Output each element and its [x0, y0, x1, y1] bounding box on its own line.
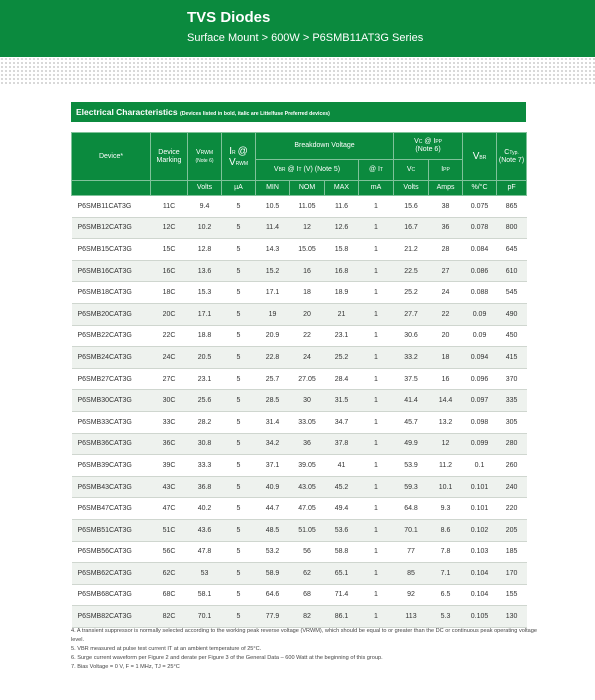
- table-row: [72, 476, 527, 498]
- table-row: [72, 606, 527, 628]
- device-cell: P6SMB15CAT3G: [72, 239, 151, 261]
- table-cell: 12.8: [188, 239, 222, 261]
- table-cell: 7.8: [429, 541, 463, 563]
- section-title-bar: [71, 102, 526, 122]
- table-cell: 0.098: [463, 411, 497, 433]
- table-cell: 47.8: [188, 541, 222, 563]
- table-cell: 15C: [151, 239, 188, 261]
- table-cell: 0.075: [463, 196, 497, 218]
- table-cell: 53.6: [325, 519, 359, 541]
- unit-cell: mA: [359, 181, 394, 196]
- table-cell: 7.1: [429, 563, 463, 585]
- table-cell: 1: [359, 411, 394, 433]
- table-cell: 82: [290, 606, 325, 628]
- table-cell: 260: [497, 455, 527, 477]
- table-row: [72, 217, 527, 239]
- table-row: [72, 498, 527, 520]
- table-row: [72, 411, 527, 433]
- table-cell: 14.4: [429, 390, 463, 412]
- table-cell: 18.9: [325, 282, 359, 304]
- table-cell: 170: [497, 563, 527, 585]
- section-subtitle: (Devices listed in bold, italic are Littelfuse Preferred devices): [179, 111, 330, 117]
- table-cell: 13.2: [429, 411, 463, 433]
- table-cell: 45.2: [325, 476, 359, 498]
- table-cell: 34.2: [256, 433, 290, 455]
- table-cell: 11.05: [290, 196, 325, 218]
- header-breakdown-voltage: Breakdown Voltage: [256, 133, 394, 160]
- table-cell: 16C: [151, 260, 188, 282]
- table-cell: 56: [290, 541, 325, 563]
- table-cell: 22: [429, 303, 463, 325]
- table-row: [72, 541, 527, 563]
- table-row: [72, 368, 527, 390]
- page-title: TVS Diodes: [187, 9, 271, 26]
- footnotes: [71, 627, 551, 672]
- table-cell: 77.9: [256, 606, 290, 628]
- device-cell: P6SMB24CAT3G: [72, 347, 151, 369]
- table-cell: 1: [359, 519, 394, 541]
- table-cell: 5: [222, 541, 256, 563]
- table-cell: 33.2: [394, 347, 429, 369]
- table-cell: 39C: [151, 455, 188, 477]
- table-cell: 25.7: [256, 368, 290, 390]
- table-cell: 1: [359, 303, 394, 325]
- table-row: [72, 239, 527, 261]
- unit-cell: MAX: [325, 181, 359, 196]
- table-cell: 36: [429, 217, 463, 239]
- table-row: [72, 390, 527, 412]
- footnote: 7. Bias Voltage = 0 V, F = 1 MHz, TJ = 25°C: [71, 663, 180, 670]
- table-cell: 21.2: [394, 239, 429, 261]
- table-cell: 43C: [151, 476, 188, 498]
- table-cell: 5: [222, 563, 256, 585]
- table-cell: 27.05: [290, 368, 325, 390]
- table-cell: 62C: [151, 563, 188, 585]
- device-cell: P6SMB16CAT3G: [72, 260, 151, 282]
- device-cell: P6SMB43CAT3G: [72, 476, 151, 498]
- table-cell: 37.5: [394, 368, 429, 390]
- device-cell: P6SMB11CAT3G: [72, 196, 151, 218]
- table-cell: 12: [429, 433, 463, 455]
- table-cell: 27: [429, 260, 463, 282]
- header-vbr-coefficient: VBR: [463, 133, 497, 181]
- table-cell: 41.4: [394, 390, 429, 412]
- table-cell: 5: [222, 196, 256, 218]
- table-cell: 12C: [151, 217, 188, 239]
- table-cell: 31.4: [256, 411, 290, 433]
- table-cell: 0.105: [463, 606, 497, 628]
- table-cell: 58.8: [325, 541, 359, 563]
- unit-cell: µA: [222, 181, 256, 196]
- section-title: Electrical Characteristics: [76, 107, 178, 117]
- table-cell: 14.3: [256, 239, 290, 261]
- table-cell: 5: [222, 217, 256, 239]
- table-row: [72, 563, 527, 585]
- device-cell: P6SMB68CAT3G: [72, 584, 151, 606]
- table-row: [72, 196, 527, 218]
- table-cell: 25.2: [394, 282, 429, 304]
- table-cell: 220: [497, 498, 527, 520]
- table-cell: 20.5: [188, 347, 222, 369]
- header-vrwm: VRWM (Note 6): [188, 133, 222, 181]
- table-cell: 0.086: [463, 260, 497, 282]
- table-cell: 36C: [151, 433, 188, 455]
- table-cell: 37.1: [256, 455, 290, 477]
- table-cell: 28.4: [325, 368, 359, 390]
- table-cell: 11C: [151, 196, 188, 218]
- table-cell: 0.088: [463, 282, 497, 304]
- device-cell: P6SMB47CAT3G: [72, 498, 151, 520]
- table-cell: 40.9: [256, 476, 290, 498]
- table-cell: 5: [222, 606, 256, 628]
- table-cell: 1: [359, 196, 394, 218]
- device-cell: P6SMB18CAT3G: [72, 282, 151, 304]
- header-banner: [0, 0, 595, 57]
- table-cell: 70.1: [188, 606, 222, 628]
- table-cell: 27C: [151, 368, 188, 390]
- table-cell: 5: [222, 325, 256, 347]
- table-cell: 22.8: [256, 347, 290, 369]
- table-cell: 45.7: [394, 411, 429, 433]
- table-cell: 1: [359, 606, 394, 628]
- table-cell: 33C: [151, 411, 188, 433]
- table-cell: 33.3: [188, 455, 222, 477]
- table-cell: 15.6: [394, 196, 429, 218]
- table-cell: 40.2: [188, 498, 222, 520]
- electrical-characteristics-panel: [71, 102, 526, 628]
- table-cell: 610: [497, 260, 527, 282]
- table-cell: 1: [359, 455, 394, 477]
- table-cell: 645: [497, 239, 527, 261]
- table-row: [72, 455, 527, 477]
- table-cell: 41: [325, 455, 359, 477]
- table-cell: 59.3: [394, 476, 429, 498]
- header-vbr-at-it: VBR @ IT (V) (Note 5): [256, 160, 359, 181]
- table-cell: 48.5: [256, 519, 290, 541]
- table-row: [72, 325, 527, 347]
- device-cell: P6SMB30CAT3G: [72, 390, 151, 412]
- table-cell: 450: [497, 325, 527, 347]
- table-cell: 0.101: [463, 476, 497, 498]
- table-cell: 1: [359, 541, 394, 563]
- table-cell: 15.3: [188, 282, 222, 304]
- table-cell: 5: [222, 455, 256, 477]
- device-cell: P6SMB51CAT3G: [72, 519, 151, 541]
- table-cell: 1: [359, 584, 394, 606]
- table-row: [72, 519, 527, 541]
- table-body: [72, 196, 527, 628]
- table-cell: 13.6: [188, 260, 222, 282]
- table-cell: 68C: [151, 584, 188, 606]
- table-row: [72, 303, 527, 325]
- table-cell: 10.5: [256, 196, 290, 218]
- table-cell: 17.1: [188, 303, 222, 325]
- table-cell: 800: [497, 217, 527, 239]
- table-cell: 85: [394, 563, 429, 585]
- table-cell: 5: [222, 368, 256, 390]
- table-cell: 280: [497, 433, 527, 455]
- unit-cell: Volts: [394, 181, 429, 196]
- table-cell: 5: [222, 519, 256, 541]
- device-cell: P6SMB20CAT3G: [72, 303, 151, 325]
- table-cell: 36: [290, 433, 325, 455]
- table-cell: 47C: [151, 498, 188, 520]
- table-cell: 1: [359, 563, 394, 585]
- table-cell: 0.09: [463, 303, 497, 325]
- table-cell: 11.6: [325, 196, 359, 218]
- table-cell: 19: [256, 303, 290, 325]
- table-cell: 0.102: [463, 519, 497, 541]
- table-cell: 49.4: [325, 498, 359, 520]
- table-cell: 18.8: [188, 325, 222, 347]
- table-cell: 1: [359, 368, 394, 390]
- table-cell: 6.5: [429, 584, 463, 606]
- table-cell: 58.1: [188, 584, 222, 606]
- table-cell: 12.6: [325, 217, 359, 239]
- table-cell: 305: [497, 411, 527, 433]
- table-cell: 0.084: [463, 239, 497, 261]
- table-cell: 5: [222, 282, 256, 304]
- table-cell: 56C: [151, 541, 188, 563]
- device-cell: P6SMB36CAT3G: [72, 433, 151, 455]
- table-cell: 31.5: [325, 390, 359, 412]
- table-cell: 8.6: [429, 519, 463, 541]
- table-cell: 28.2: [188, 411, 222, 433]
- table-cell: 240: [497, 476, 527, 498]
- table-cell: 0.104: [463, 584, 497, 606]
- table-cell: 5: [222, 476, 256, 498]
- table-cell: 335: [497, 390, 527, 412]
- table-cell: 27.7: [394, 303, 429, 325]
- table-cell: 34.7: [325, 411, 359, 433]
- table-cell: 23.1: [325, 325, 359, 347]
- table-cell: 1: [359, 433, 394, 455]
- table-cell: 0.099: [463, 433, 497, 455]
- table-cell: 43.6: [188, 519, 222, 541]
- header-vc-ipp: VC @ IPP (Note 6): [394, 133, 463, 160]
- table-cell: 5: [222, 498, 256, 520]
- table-row: [72, 584, 527, 606]
- table-cell: 16.8: [325, 260, 359, 282]
- table-cell: 10.1: [429, 476, 463, 498]
- device-cell: P6SMB33CAT3G: [72, 411, 151, 433]
- dot-pattern-divider: [0, 57, 595, 85]
- footnote: 6. Surge current waveform per Figure 2 and derate per Figure 3 of the General Data – 600 Watt at the beginning of this group.: [71, 654, 383, 661]
- table-cell: 20.9: [256, 325, 290, 347]
- header-at-it: @ IT: [359, 160, 394, 181]
- table-cell: 64.6: [256, 584, 290, 606]
- table-cell: 21: [325, 303, 359, 325]
- table-cell: 0.09: [463, 325, 497, 347]
- table-cell: 25.6: [188, 390, 222, 412]
- electrical-characteristics-table: [71, 132, 527, 628]
- table-cell: 86.1: [325, 606, 359, 628]
- table-cell: 5: [222, 239, 256, 261]
- table-cell: 1: [359, 347, 394, 369]
- unit-cell: pF: [497, 181, 527, 196]
- table-cell: 5: [222, 390, 256, 412]
- table-cell: 205: [497, 519, 527, 541]
- table-cell: 20C: [151, 303, 188, 325]
- header-device: Device*: [72, 133, 151, 181]
- table-cell: 1: [359, 239, 394, 261]
- table-cell: 11.2: [429, 455, 463, 477]
- table-cell: 62: [290, 563, 325, 585]
- table-cell: 28: [429, 239, 463, 261]
- table-cell: 39.05: [290, 455, 325, 477]
- table-cell: 43.05: [290, 476, 325, 498]
- table-cell: 30: [290, 390, 325, 412]
- table-cell: 5: [222, 433, 256, 455]
- table-cell: 53.2: [256, 541, 290, 563]
- table-cell: 11.4: [256, 217, 290, 239]
- table-cell: 1: [359, 325, 394, 347]
- table-cell: 12: [290, 217, 325, 239]
- unit-cell: Amps: [429, 181, 463, 196]
- table-cell: 1: [359, 260, 394, 282]
- device-cell: P6SMB82CAT3G: [72, 606, 151, 628]
- table-cell: 20: [429, 325, 463, 347]
- table-cell: 1: [359, 282, 394, 304]
- footnote: 4. A transient suppressor is normally selected according to the working peak reverse voltage (VRWM), which should be equal to or greater than the DC or continuous peak operating voltage level.: [71, 628, 537, 643]
- table-cell: 22: [290, 325, 325, 347]
- table-cell: 18: [429, 347, 463, 369]
- unit-cell: %/°C: [463, 181, 497, 196]
- table-cell: 0.104: [463, 563, 497, 585]
- table-cell: 15.8: [325, 239, 359, 261]
- table-cell: 47.05: [290, 498, 325, 520]
- header-units-spacer: [151, 181, 188, 196]
- device-cell: P6SMB27CAT3G: [72, 368, 151, 390]
- table-cell: 33.05: [290, 411, 325, 433]
- table-row: [72, 282, 527, 304]
- table-row: [72, 433, 527, 455]
- table-row: [72, 260, 527, 282]
- table-cell: 16.7: [394, 217, 429, 239]
- unit-cell: MIN: [256, 181, 290, 196]
- device-cell: P6SMB12CAT3G: [72, 217, 151, 239]
- table-cell: 22C: [151, 325, 188, 347]
- table-cell: 5: [222, 411, 256, 433]
- header-ir: IR @ VRWM: [222, 133, 256, 181]
- table-cell: 53.9: [394, 455, 429, 477]
- table-cell: 1: [359, 498, 394, 520]
- table-cell: 0.101: [463, 498, 497, 520]
- header-units-spacer: [72, 181, 151, 196]
- table-cell: 24: [290, 347, 325, 369]
- footnote: 5. VBR measured at pulse test current IT at an ambient temperature of 25°C.: [71, 645, 262, 652]
- table-cell: 36.8: [188, 476, 222, 498]
- header-ipp: IPP: [429, 160, 463, 181]
- table-cell: 25.2: [325, 347, 359, 369]
- table-cell: 0.094: [463, 347, 497, 369]
- table-cell: 5: [222, 347, 256, 369]
- table-cell: 16: [290, 260, 325, 282]
- header-vc: VC: [394, 160, 429, 181]
- table-cell: 0.078: [463, 217, 497, 239]
- table-cell: 0.097: [463, 390, 497, 412]
- table-cell: 0.1: [463, 455, 497, 477]
- table-cell: 30C: [151, 390, 188, 412]
- table-cell: 77: [394, 541, 429, 563]
- table-cell: 185: [497, 541, 527, 563]
- table-cell: 865: [497, 196, 527, 218]
- table-cell: 155: [497, 584, 527, 606]
- table-cell: 24: [429, 282, 463, 304]
- unit-cell: NOM: [290, 181, 325, 196]
- table-cell: 38: [429, 196, 463, 218]
- table-cell: 92: [394, 584, 429, 606]
- table-cell: 49.9: [394, 433, 429, 455]
- table-cell: 28.5: [256, 390, 290, 412]
- table-cell: 370: [497, 368, 527, 390]
- table-cell: 5.3: [429, 606, 463, 628]
- table-cell: 51C: [151, 519, 188, 541]
- table-cell: 18: [290, 282, 325, 304]
- table-cell: 64.8: [394, 498, 429, 520]
- table-cell: 0.103: [463, 541, 497, 563]
- table-cell: 18C: [151, 282, 188, 304]
- table-cell: 15.05: [290, 239, 325, 261]
- table-cell: 10.2: [188, 217, 222, 239]
- device-cell: P6SMB62CAT3G: [72, 563, 151, 585]
- device-cell: P6SMB22CAT3G: [72, 325, 151, 347]
- device-cell: P6SMB56CAT3G: [72, 541, 151, 563]
- table-cell: 490: [497, 303, 527, 325]
- table-cell: 65.1: [325, 563, 359, 585]
- table-cell: 1: [359, 390, 394, 412]
- table-cell: 68: [290, 584, 325, 606]
- table-cell: 51.05: [290, 519, 325, 541]
- table-cell: 53: [188, 563, 222, 585]
- table-cell: 130: [497, 606, 527, 628]
- header-marking: Device Marking: [151, 133, 188, 181]
- table-cell: 5: [222, 584, 256, 606]
- table-cell: 1: [359, 476, 394, 498]
- table-cell: 5: [222, 303, 256, 325]
- table-cell: 22.5: [394, 260, 429, 282]
- table-cell: 16: [429, 368, 463, 390]
- unit-cell: Volts: [188, 181, 222, 196]
- table-cell: 20: [290, 303, 325, 325]
- table-cell: 30.8: [188, 433, 222, 455]
- table-cell: 545: [497, 282, 527, 304]
- table-cell: 30.6: [394, 325, 429, 347]
- table-cell: 9.3: [429, 498, 463, 520]
- table-cell: 415: [497, 347, 527, 369]
- table-cell: 5: [222, 260, 256, 282]
- table-cell: 0.096: [463, 368, 497, 390]
- table-cell: 1: [359, 217, 394, 239]
- breadcrumb: Surface Mount > 600W > P6SMB11AT3G Series: [187, 32, 424, 44]
- table-cell: 44.7: [256, 498, 290, 520]
- table-cell: 82C: [151, 606, 188, 628]
- table-cell: 71.4: [325, 584, 359, 606]
- table-cell: 24C: [151, 347, 188, 369]
- table-cell: 37.8: [325, 433, 359, 455]
- table-cell: 113: [394, 606, 429, 628]
- table-cell: 23.1: [188, 368, 222, 390]
- table-row: [72, 347, 527, 369]
- device-cell: P6SMB39CAT3G: [72, 455, 151, 477]
- table-cell: 58.9: [256, 563, 290, 585]
- table-cell: 70.1: [394, 519, 429, 541]
- table-cell: 15.2: [256, 260, 290, 282]
- table-cell: 9.4: [188, 196, 222, 218]
- header-capacitance: CTyp. (Note 7): [497, 133, 527, 181]
- table-cell: 17.1: [256, 282, 290, 304]
